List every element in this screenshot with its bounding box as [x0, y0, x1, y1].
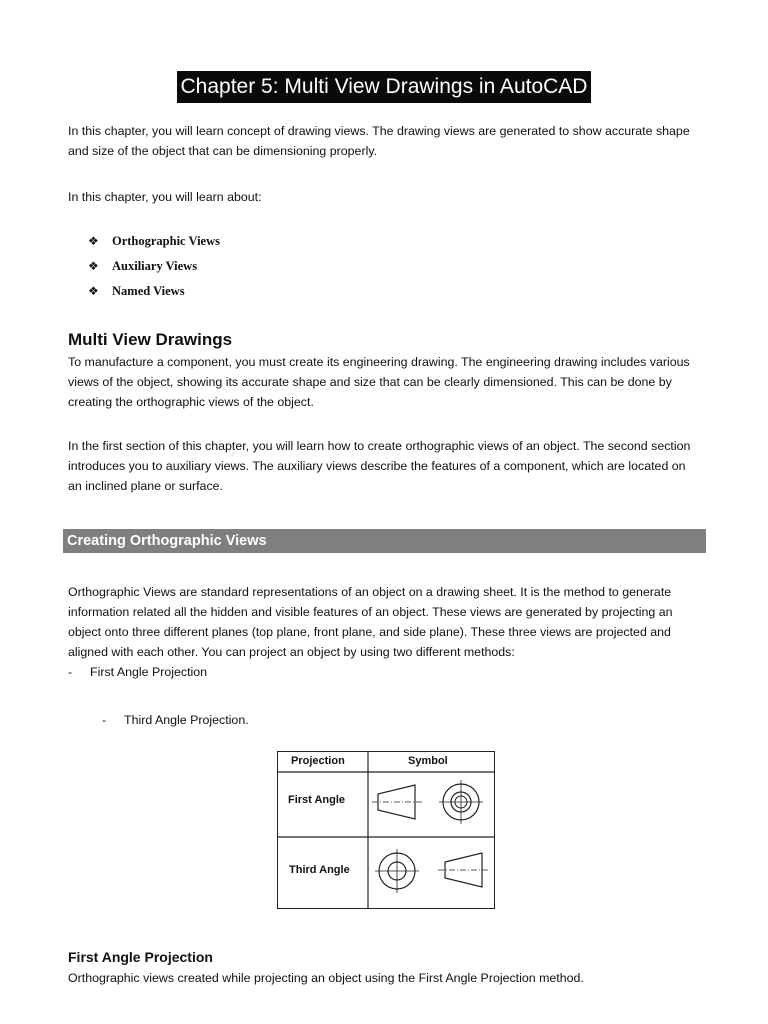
mv-para2-line-3: an inclined plane or surface.	[68, 479, 223, 493]
dash-bullet: -	[68, 665, 73, 679]
topic-label: Named Views	[112, 283, 185, 298]
dash-bullet: -	[102, 713, 107, 727]
table-row-first-angle: First Angle	[288, 794, 346, 806]
diamond-bullet-icon: ❖	[88, 233, 99, 248]
ortho-para-line-4: aligned with each other. You can project an object by using two different methods:	[68, 645, 515, 659]
learn-about-text: In this chapter, you will learn about:	[68, 190, 262, 204]
topic-label: Orthographic Views	[112, 233, 220, 248]
list-item	[88, 253, 220, 278]
method-label: First Angle Projection	[90, 665, 208, 679]
intro-line-1: In this chapter, you will learn concept of drawing views. The drawing views are generated to show accurate shape	[68, 124, 690, 138]
topic-label: Auxiliary Views	[112, 258, 198, 273]
title-container	[0, 71, 768, 103]
list-item	[88, 228, 220, 253]
first-angle-para: Orthographic views created while projecting an object using the First Angle Projection method.	[68, 971, 584, 985]
method-label: Third Angle Projection.	[124, 713, 249, 727]
projection-table-graphics	[278, 752, 494, 908]
diamond-bullet-icon: ❖	[88, 258, 99, 273]
section-heading-multi-view: Multi View Drawings	[68, 330, 233, 349]
ortho-para-line-1: Orthographic Views are standard representations of an object on a drawing sheet. It is the method to generate	[68, 585, 672, 599]
mv-para2-line-2: introduces you to auxiliary views. The auxiliary views describe the features of a component, which are located on	[68, 459, 686, 473]
method-item-first-angle	[68, 663, 207, 681]
method-item-third-angle	[102, 711, 249, 729]
projection-symbol-table	[277, 751, 495, 909]
ortho-para-line-2: information related all the hidden and visible features of an object. These views are generated by projecting an	[68, 605, 673, 619]
mv-para1-line-2: views of the object, showing its accurate shape and size that can be clearly dimensioned. This can be done by	[68, 375, 672, 389]
list-item	[88, 278, 220, 303]
chapter-title: Chapter 5: Multi View Drawings in AutoCAD	[177, 71, 592, 103]
intro-line-2: and size of the object that can be dimensioning properly.	[68, 144, 378, 158]
ortho-para-line-3: object onto three different planes (top plane, front plane, and side plane). These three views are projected and	[68, 625, 671, 639]
table-header-symbol: Symbol	[408, 755, 448, 767]
mv-para2-line-1: In the first section of this chapter, you will learn how to create orthographic views of an object. The second section	[68, 439, 691, 453]
section-bar-creating-orthographic-views: Creating Orthographic Views	[63, 529, 706, 553]
first-angle-symbol-icon	[372, 780, 483, 824]
section-heading-first-angle: First Angle Projection	[68, 949, 213, 965]
table-row-third-angle: Third Angle	[289, 864, 350, 876]
third-angle-symbol-icon	[375, 849, 488, 893]
mv-para1-line-3: creating the orthographic views of the object.	[68, 395, 314, 409]
table-header-projection: Projection	[291, 755, 345, 767]
mv-para1-line-1: To manufacture a component, you must create its engineering drawing. The engineering drawing includes various	[68, 355, 690, 369]
topic-list	[88, 228, 220, 303]
diamond-bullet-icon: ❖	[88, 283, 99, 298]
